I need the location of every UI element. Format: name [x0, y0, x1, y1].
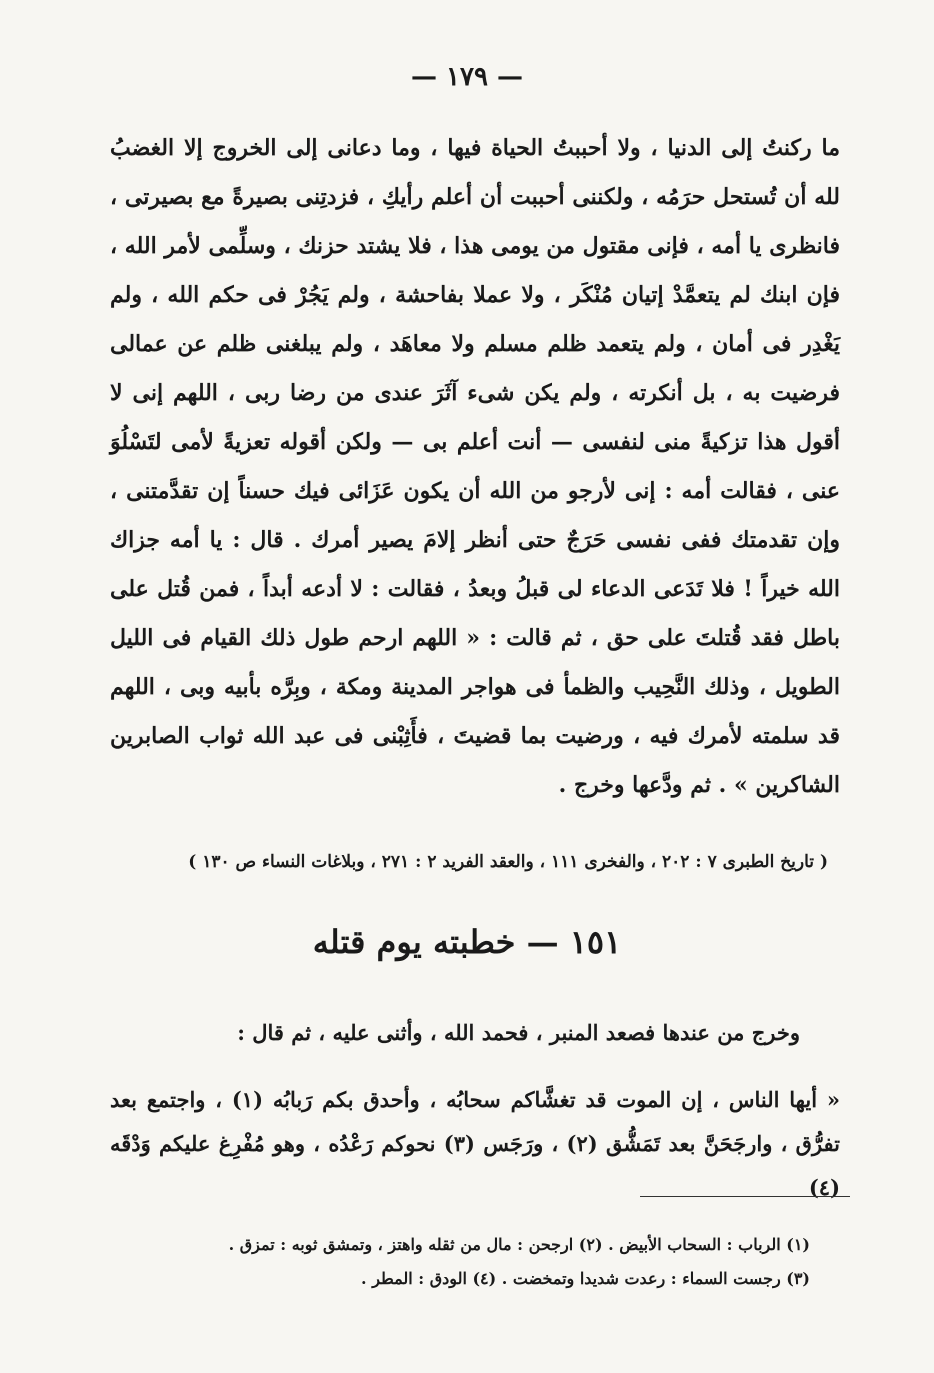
footnote-line: (٣) رجست السماء : رعدت شديدا وتمخضت . (٤) الودق : المطر . [361, 1269, 810, 1288]
source-citation: ( تاريخ الطبرى ٧ : ٢٠٢ ، والفخرى ١١١ ، والعقد الفريد ٢ : ٢٧١ ، وبلاغات النساء ص ١٣٠ ) [188, 852, 828, 872]
page-number: — ١٧٩ — [410, 62, 524, 92]
speech-paragraph: « أيها الناس ، إن الموت قد تغشَّاكم سحابُه ، وأحدق بكم رَبابُه (١) ، واجتمع بعد تفرُّق ، وارجَحَنَّ بعد تَمَشُّق (٢) ، ورَجَس (٣) نحوكم رَعْدُه ، وهو مُفْرِغ عليكم وَدْقَه (٤) [110, 1087, 841, 1200]
intro-line: وخرج من عندها فصعد المنبر ، فحمد الله ، وأثنى عليه ، ثم قال : [237, 1020, 800, 1045]
body-paragraph: ما ركنتُ إلى الدنيا ، ولا أحببتُ الحياة فيها ، وما دعانى إلى الخروج إلا الغضبُ لله أن تُستحل حرَمُه ، ولكننى أحببت أن أعلم رأيكِ ، فزدتِنى بصيرةً مع بصيرتى ، فانظرى يا أمه ، فإنى مقتول من يومى هذا ، فلا يشتد حزنك ، وسلِّمى لأمر الله ، فإن ابنك لم يتعمَّدْ إتيان مُنْكَر ، ولا عملا بفاحشة ، ولم يَجُرْ فى حكم الله ، ولم يَغْدِر فى أمان ، ولم يتعمد ظلم مسلم ولا معاهَد ، ولم يبلغنى ظلم عن عمالى فرضيت به ، بل أنكرته ، ولم يكن شىء آثَرَ عندى من رضا ربى ، اللهم إنى لا أقول هذا تزكيةً منى لنفسى — أنت أعلم بى — ولكن أقوله تعزيةً لأمى لتَسْلُوَ عنى ، فقالت أمه : إنى لأرجو من الله أن يكون عَزَائى فيك حسناً إن تقدَّمتنى ، وإن تقدمتك ففى نفسى حَرَجٌ حتى أنظر إلامَ يصير أمرك . قال : يا أمه جزاك الله خيراً ! فلا تَدَعى الدعاء لى قبلُ وبعدُ ، فقالت : لا أدعه أبداً ، فمن قُتل على باطل فقد قُتلتَ على حق ، ثم قالت : « اللهم ارحم طول ذلك القيام فى الليل الطويل ، وذلك النَّحِيب والظمأ فى هواجر المدينة ومكة ، وبِرَّه بأبيه وبى ، اللهم قد سلمته لأمرك فيه ، ورضيت بما قضيتَ ، فأَثِبْنى فى عبد الله ثواب الصابرين الشاكرين » . ثم ودَّعها وخرج . [110, 135, 840, 798]
footnotes [110, 1228, 810, 1296]
footnote-divider [640, 1196, 850, 1197]
section-heading: ١٥١ — خطبته يوم قتله [312, 923, 622, 961]
footnote-line: (١) الرباب : السحاب الأبيض . (٢) ارجحن : مال من ثقله واهتز ، وتمشق ثوبه : تمزق . [228, 1235, 810, 1254]
